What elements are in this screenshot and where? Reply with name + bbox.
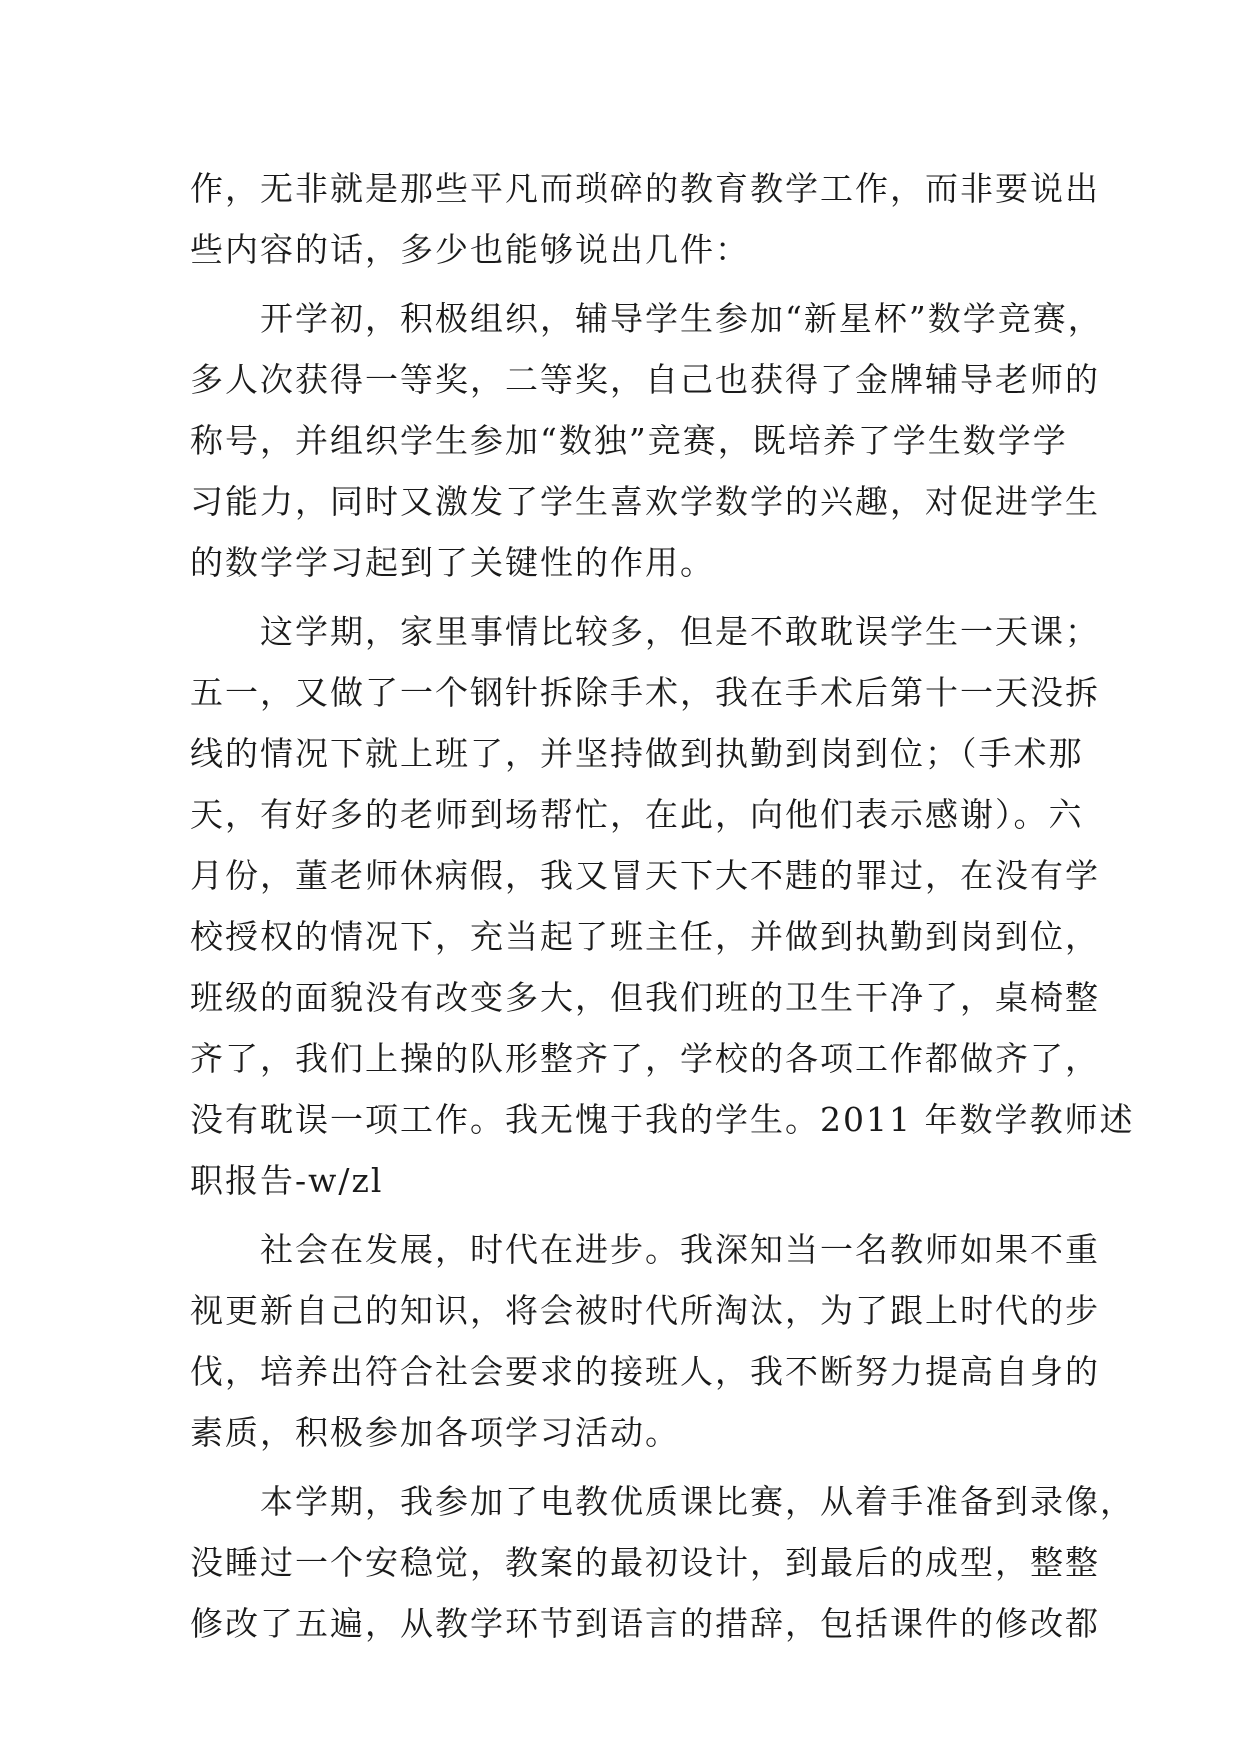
text-line: 称号，并组织学生参加“数独”竞赛，既培养了学生数学学: [190, 421, 1068, 460]
paragraph: [190, 288, 1103, 593]
text-line: 作，无非就是那些平凡而琐碎的教育教学工作，而非要说出: [190, 169, 1100, 208]
paragraph-gap: [190, 1211, 1056, 1219]
text-line: 素质，积极参加各项学习活动。: [190, 1413, 680, 1452]
text-line: 多人次获得一等奖，二等奖，自己也获得了金牌辅导老师的: [190, 360, 1100, 399]
text-line: 齐了，我们上操的队形整齐了，学校的各项工作都做齐了，: [190, 1039, 1100, 1078]
document-body: [190, 158, 1135, 1654]
paragraph: [190, 158, 1100, 280]
text-line: 月份，董老师休病假，我又冒天下大不韪的罪过，在没有学: [190, 856, 1100, 895]
text-line: 班级的面貌没有改变多大，但我们班的卫生干净了，桌椅整: [190, 978, 1100, 1017]
paragraph-gap: [190, 280, 1056, 288]
text-line: 开学初，积极组织，辅导学生参加“新星杯”数学竞赛，: [190, 299, 1103, 338]
paragraph-gap: [190, 593, 1056, 601]
text-line: 天，有好多的老师到场帮忙，在此，向他们表示感谢）。六: [190, 795, 1084, 834]
text-line: 这学期，家里事情比较多，但是不敢耽误学生一天课；: [190, 612, 1100, 651]
text-line: 视更新自己的知识，将会被时代所淘汰，为了跟上时代的步: [190, 1291, 1100, 1330]
text-line: 修改了五遍，从教学环节到语言的措辞，包括课件的修改都: [190, 1604, 1100, 1643]
paragraph: [190, 601, 1135, 1211]
text-line: 社会在发展，时代在进步。我深知当一名教师如果不重: [190, 1230, 1100, 1269]
paragraph: [190, 1471, 1135, 1654]
text-line: 的数学学习起到了关键性的作用。: [190, 543, 715, 582]
text-line: 伐，培养出符合社会要求的接班人，我不断努力提高自身的: [190, 1352, 1100, 1391]
text-line: 没睡过一个安稳觉，教案的最初设计，到最后的成型，整整: [190, 1543, 1100, 1582]
paragraph: [190, 1219, 1100, 1463]
text-line: 职报告-w/zl: [190, 1161, 384, 1200]
text-line: 没有耽误一项工作。我无愧于我的学生。2011 年数学教师述: [190, 1100, 1135, 1139]
paragraph-gap: [190, 1463, 1056, 1471]
text-line: 本学期，我参加了电教优质课比赛，从着手准备到录像，: [190, 1482, 1135, 1521]
text-line: 些内容的话，多少也能够说出几件：: [190, 230, 750, 269]
text-line: 习能力，同时又激发了学生喜欢学数学的兴趣，对促进学生: [190, 482, 1100, 521]
text-line: 五一，又做了一个钢针拆除手术，我在手术后第十一天没拆: [190, 673, 1100, 712]
text-line: 线的情况下就上班了，并坚持做到执勤到岗到位；（手术那: [190, 734, 1084, 773]
text-line: 校授权的情况下，充当起了班主任，并做到执勤到岗到位，: [190, 917, 1100, 956]
